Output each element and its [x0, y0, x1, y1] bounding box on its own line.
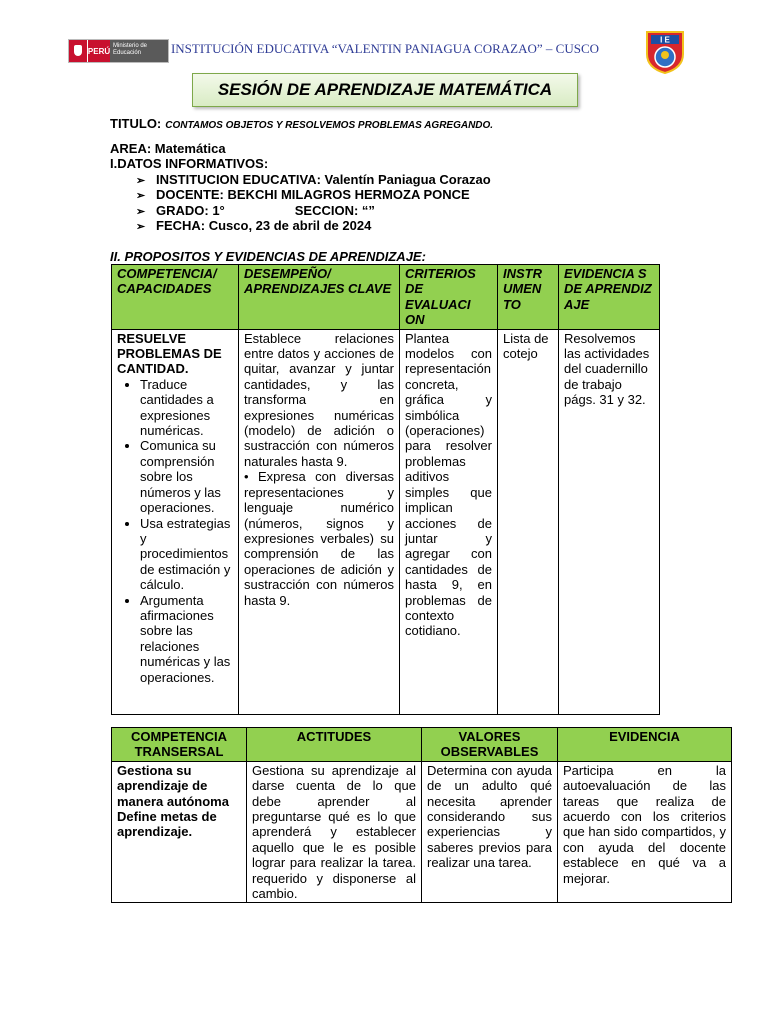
area-line: AREA: Matemática: [110, 141, 226, 156]
titulo-line: [110, 116, 493, 131]
arrow-bullet-icon: ➢: [136, 206, 146, 218]
header-instrumento: INSTR UMEN TO: [498, 265, 559, 330]
header-criterios: CRITERIOS DE EVALUACI ON: [400, 265, 498, 330]
table-row: [112, 329, 660, 714]
datos-institucion-text: INSTITUCION EDUCATIVA: Valentín Paniagua Corazao: [156, 172, 491, 187]
desempeno-1: Establece relaciones entre datos y acciones de quitar, avanzar y juntar cantidades, y las transforma en expresiones numéricas (modelo) de adición o sustracción con números naturales hasta 9.: [244, 330, 394, 469]
school-badge-icon: [641, 28, 689, 74]
valores-cell: Determina con ayuda de un adulto qué necesita aprender considerando sus experiencias y saberes previos para realizar una tarea.: [422, 761, 558, 903]
table-header-row: [112, 728, 732, 762]
criterios-cell: Plantea modelos con representación concreta, gráfica y simbólica (operaciones) para resolver problemas aditivos simples que implican acciones de juntar y agregar con cantidades de hasta 9, en problemas de contexto cotidiano.: [400, 329, 498, 714]
header-competencia: COMPETENCIA/ CAPACIDADES: [112, 265, 239, 330]
institution-title: INSTITUCIÓN EDUCATIVA “VALENTIN PANIAGUA CORAZAO” – CUSCO: [170, 41, 600, 56]
datos-grado: [136, 203, 375, 218]
list-item: • Argumenta afirmaciones sobre las relaciones numéricas y las operaciones.: [140, 593, 233, 685]
table-header-row: [112, 265, 660, 330]
datos-heading: I.DATOS INFORMATIVOS:: [110, 156, 269, 171]
datos-institucion: [136, 172, 491, 187]
header-competencia-transversal: COMPETENCIA TRANSERSAL: [112, 728, 247, 762]
competencia-title: RESUELVE PROBLEMAS DE CANTIDAD.: [117, 330, 222, 377]
datos-fecha-text: FECHA: Cusco, 23 de abril de 2024: [156, 218, 372, 233]
header-evidencia: EVIDENCIA: [558, 728, 732, 762]
competencia-cell: [112, 329, 239, 714]
ministry-logo: [68, 39, 169, 63]
list-item: • Usa estrategias y procedimientos de estimación y cálculo.: [140, 516, 233, 593]
datos-docente: [136, 187, 470, 202]
section2-heading: II. PROPOSITOS Y EVIDENCIAS DE APRENDIZAJE:: [110, 249, 426, 264]
datos-docente-text: DOCENTE: BEKCHI MILAGROS HERMOZA PONCE: [156, 187, 470, 202]
datos-fecha: [136, 218, 371, 233]
peru-shield-icon: [69, 40, 87, 62]
competencia-transversal-cell: Gestiona su aprendizaje de manera autónoma Define metas de aprendizaje.: [112, 761, 247, 903]
capacidades-list: [117, 377, 233, 685]
logo-ministry: Ministerio de Educación: [110, 40, 168, 62]
list-item: • Traduce cantidades a expresiones numéricas.: [140, 377, 233, 439]
badge-text: I E: [660, 35, 670, 45]
desempeno-cell: [239, 329, 400, 714]
evidencia-transversal-cell: Participa en la autoevaluación de las tareas que realiza de acuerdo con los criterios que han sido compartidos, y con ayuda del docente establece en qué va a mejorar.: [558, 761, 732, 903]
datos-grado-text: GRADO: 1°: [156, 203, 225, 218]
desempeno-2: • Expresa con diversas representaciones y lenguaje numérico (números, signos y expresiones verbales) su comprensión de las operaciones de adición y sustracción con números hasta 9.: [244, 469, 394, 608]
actitudes-cell: Gestiona su aprendizaje al darse cuenta de lo que debe aprender al preguntarse qué es lo que aprenderá y establecer aquello que le es posible lograr para realizar la tarea. requerido y disponerse al cambio.: [247, 761, 422, 903]
page-title: SESIÓN DE APRENDIZAJE MATEMÁTICA: [192, 73, 578, 107]
arrow-bullet-icon: ➢: [136, 221, 146, 233]
header-evidencias: EVIDENCIA S DE APRENDIZ AJE: [559, 265, 660, 330]
arrow-bullet-icon: ➢: [136, 175, 146, 187]
instrumento-cell: Lista de cotejo: [498, 329, 559, 714]
propositos-table: [111, 264, 660, 715]
logo-country: PERÚ: [87, 40, 110, 62]
competencia-transversal-table: [111, 727, 732, 903]
header-valores: VALORES OBSERVABLES: [422, 728, 558, 762]
table-row: [112, 761, 732, 903]
titulo-label: TITULO:: [110, 116, 162, 131]
list-item: • Comunica su comprensión sobre los números y las operaciones.: [140, 438, 233, 515]
evidencia-cell: Resolvemos las actividades del cuadernillo de trabajo págs. 31 y 32.: [559, 329, 660, 714]
arrow-bullet-icon: ➢: [136, 190, 146, 202]
datos-seccion-text: SECCION: “”: [294, 203, 375, 218]
header-desempeno: DESEMPEÑO/ APRENDIZAJES CLAVE: [239, 265, 400, 330]
titulo-value: CONTAMOS OBJETOS Y RESOLVEMOS PROBLEMAS AGREGANDO.: [165, 120, 494, 131]
header-actitudes: ACTITUDES: [247, 728, 422, 762]
